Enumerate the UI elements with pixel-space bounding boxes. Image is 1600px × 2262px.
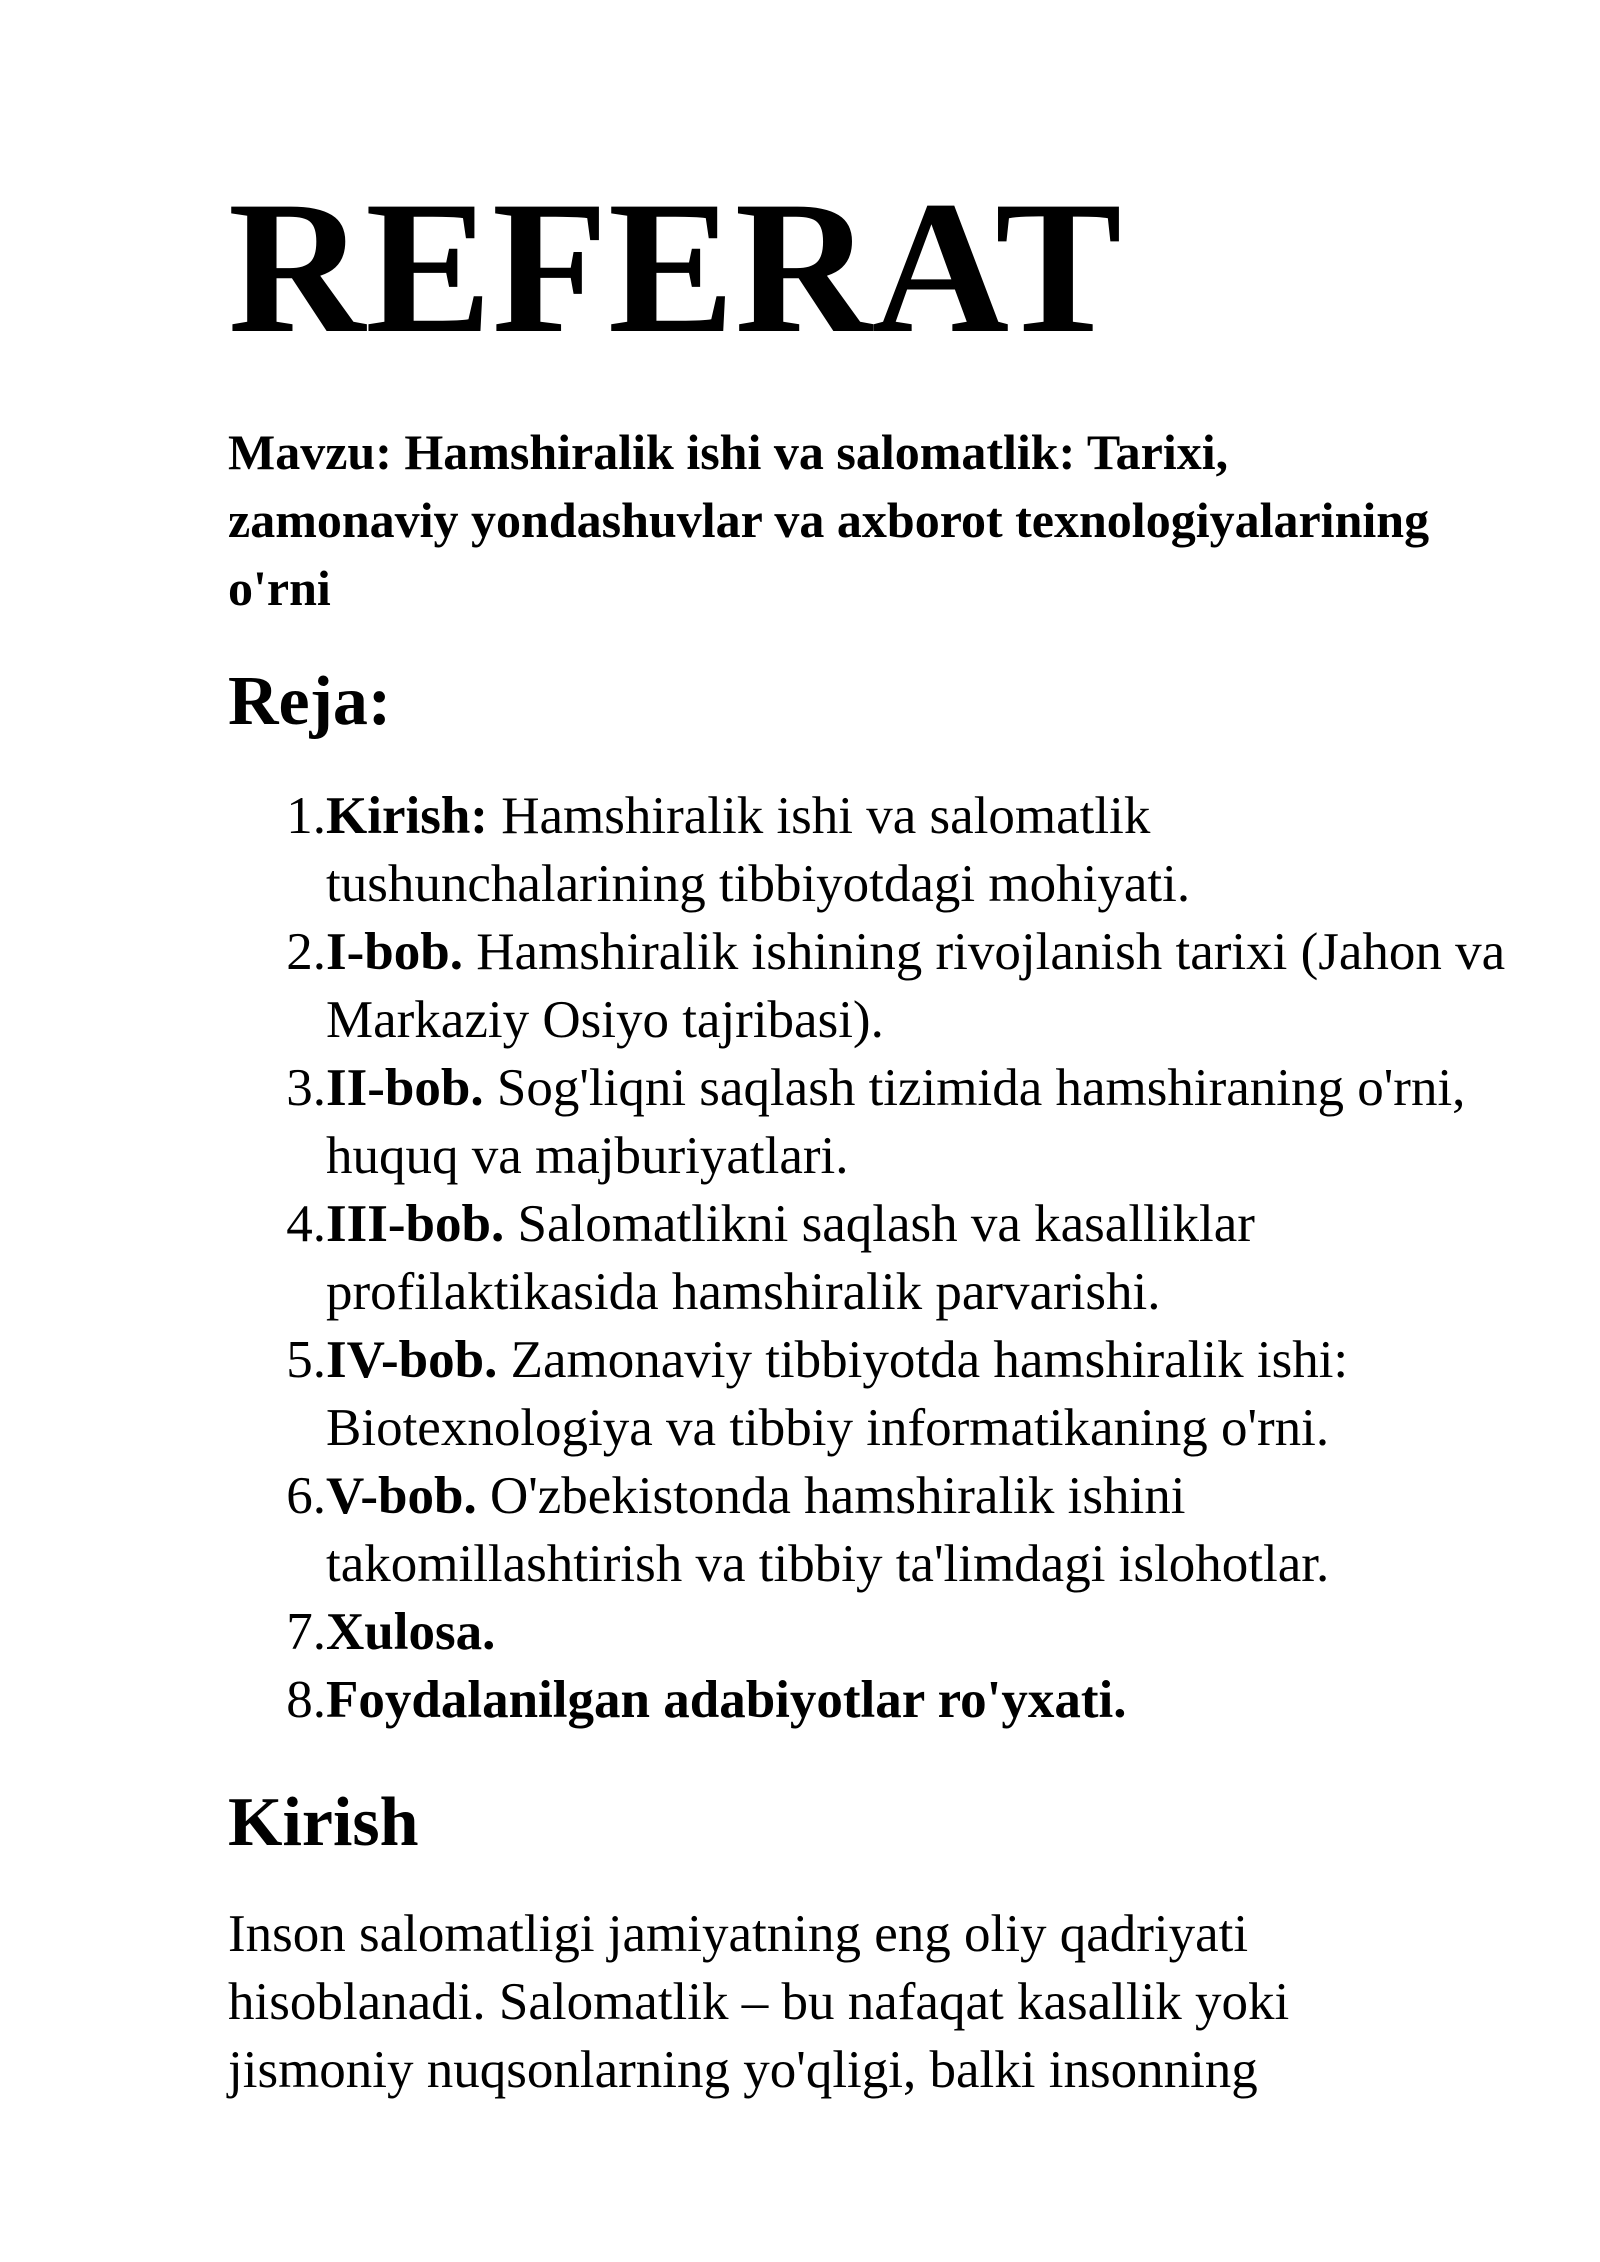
document-subject: Mavzu: Hamshiralik ishi va salomatlik: Tarixi, zamonaviy yondashuvlar va axborot texnologiyalarining o'rni [228,424,1430,616]
intro-heading: Kirish [228,1784,419,1861]
plan-item-number: 4. [286,1195,326,1253]
plan-item [228,1598,1528,1666]
plan-item [228,1190,1528,1326]
intro-paragraph: Inson salomatligi jamiyatning eng oliy qadriyati hisoblanadi. Salomatlik – bu nafaqat kasallik yoki jismoniy nuqsonlarning yo'qligi, balki insonning [228,1905,1290,2099]
plan-item-heading: Foydalanilgan adabiyotlar ro'yxati. [326,1671,1127,1729]
plan-item [228,1326,1528,1462]
plan-item-number: 5. [286,1331,326,1389]
plan-item-heading: Xulosa. [326,1603,496,1661]
plan-item-number: 6. [286,1467,326,1525]
plan-item-number: 2. [286,923,326,981]
plan-list [228,782,1528,1734]
plan-item-text: Sog'liqni saqlash tizimida hamshiraning o'rni, huquq va majburiyatlari. [326,1059,1466,1185]
plan-item-number: 1. [286,787,326,845]
plan-item-heading: I-bob. [326,923,463,981]
plan-item-number: 3. [286,1059,326,1117]
plan-item-text: Hamshiralik ishi va salomatlik tushunchalarining tibbiyotdagi mohiyati. [326,787,1191,913]
plan-item-heading: II-bob. [326,1059,484,1117]
plan-item-heading: V-bob. [326,1467,477,1525]
plan-item [228,1666,1528,1734]
plan-item-text: Salomatlikni saqlash va kasalliklar profilaktikasida hamshiralik parvarishi. [326,1195,1255,1321]
plan-item-number: 7. [286,1603,326,1661]
plan-item-text: O'zbekistonda hamshiralik ishini takomillashtirish va tibbiy ta'limdagi islohotlar. [326,1467,1330,1593]
plan-item-heading: III-bob. [326,1195,505,1253]
document-title: REFERAT [228,163,1122,373]
plan-item-text: Zamonaviy tibbiyotda hamshiralik ishi: Biotexnologiya va tibbiy informatikaning o'rni. [326,1331,1349,1457]
plan-item [228,1462,1528,1598]
plan-item [228,918,1528,1054]
plan-item-text: Hamshiralik ishining rivojlanish tarixi (Jahon va Markaziy Osiyo tajribasi). [326,923,1506,1049]
plan-item [228,1054,1528,1190]
plan-item-heading: Kirish: [326,787,488,845]
plan-item [228,782,1528,918]
plan-item-number: 8. [286,1671,326,1729]
plan-item-heading: IV-bob. [326,1331,498,1389]
plan-heading: Reja: [228,663,392,740]
